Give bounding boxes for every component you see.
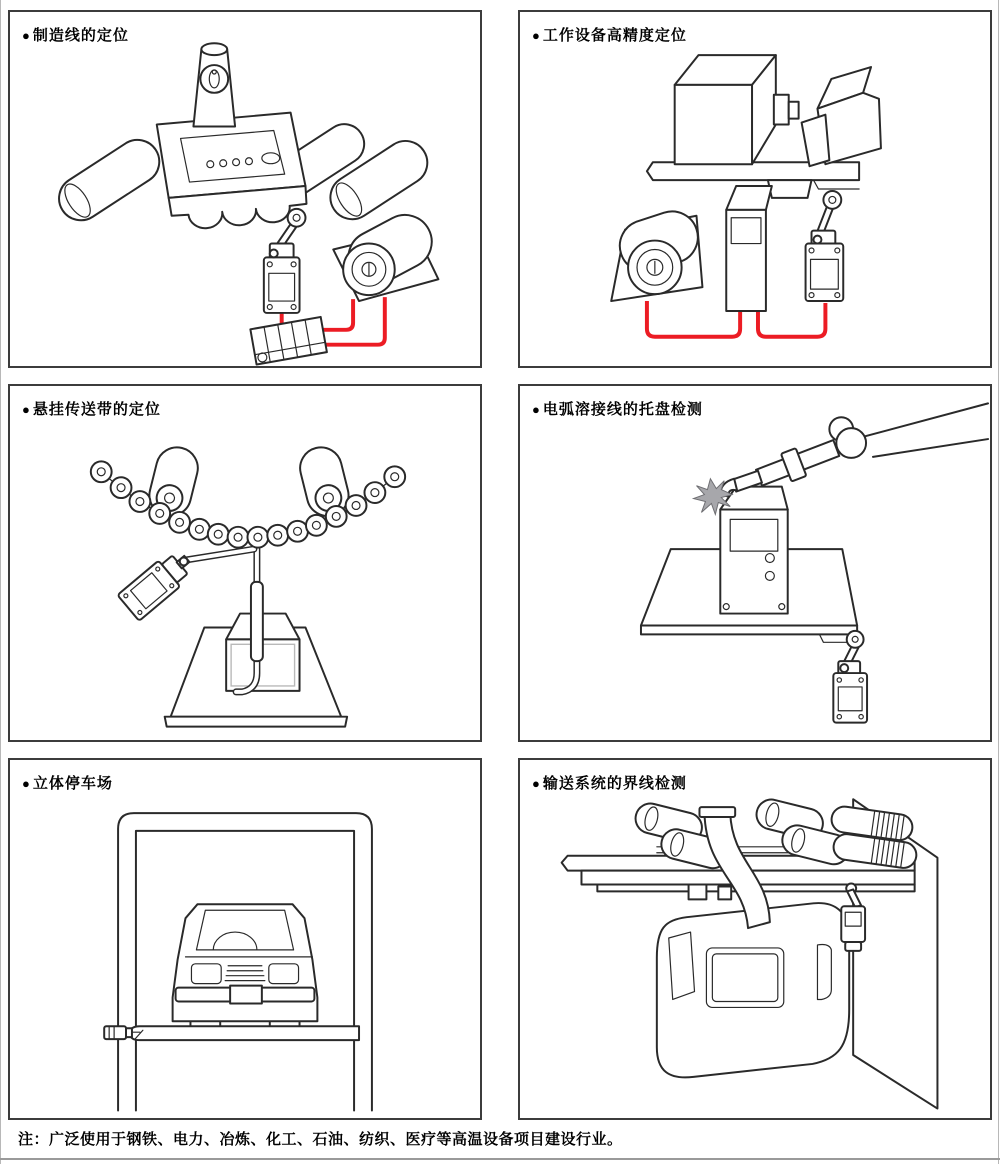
panel-title-text: 立体停车场 bbox=[32, 775, 113, 792]
machine-tool-illustration bbox=[520, 12, 990, 366]
panel-multi-story-parking bbox=[8, 758, 482, 1120]
panel-title bbox=[532, 772, 687, 793]
panel-title-text: 工作设备高精度定位 bbox=[542, 27, 687, 44]
welding-robot-arm bbox=[720, 403, 988, 496]
rail-hanger-block-2 bbox=[718, 886, 731, 899]
motor bbox=[611, 205, 704, 301]
panel-title-text: 悬挂传送带的定位 bbox=[32, 401, 161, 418]
car bbox=[173, 904, 318, 1029]
applications-note: 注：广泛使用于钢铁、电力、冶炼、化工、石油、纺织、医疗等高温设备项目建设行业。 bbox=[18, 1131, 623, 1148]
panel-suspended-conveyor-positioning bbox=[8, 384, 482, 742]
chain-conveyor-illustration bbox=[10, 386, 480, 740]
headstock bbox=[675, 55, 799, 164]
limit-switch bbox=[833, 631, 867, 723]
panel-title bbox=[22, 24, 129, 45]
conveyor-chain bbox=[91, 461, 405, 547]
machine-base bbox=[157, 113, 307, 229]
panel-equipment-high-precision-positioning bbox=[518, 10, 992, 368]
panel-title bbox=[22, 772, 113, 793]
panel-title-text: 输送系统的界线检测 bbox=[542, 775, 687, 792]
workpiece-box bbox=[720, 487, 787, 614]
bullet-icon: ● bbox=[22, 28, 31, 43]
wire-controller-to-switch bbox=[758, 303, 825, 337]
panel-arc-welding-pallet-detection bbox=[518, 384, 992, 742]
bullet-icon: ● bbox=[532, 28, 541, 43]
bullet-icon: ● bbox=[532, 776, 541, 791]
bullet-icon: ● bbox=[22, 402, 31, 417]
panel-conveyor-boundary-detection bbox=[518, 758, 992, 1120]
panel-title-text: 制造线的定位 bbox=[32, 27, 129, 44]
terminal-block bbox=[250, 317, 327, 365]
page-edge-right bbox=[998, 0, 999, 1164]
bullet-icon: ● bbox=[532, 402, 541, 417]
limit-switch bbox=[806, 191, 844, 301]
bullet-icon: ● bbox=[22, 776, 31, 791]
robot-arm bbox=[193, 43, 235, 126]
controller-box bbox=[726, 186, 772, 311]
page-edge-left bbox=[0, 0, 1, 1164]
roller-left bbox=[51, 132, 168, 229]
car-lift-illustration bbox=[10, 760, 480, 1118]
page-bottom-rule bbox=[0, 1158, 1000, 1160]
panel-manufacturing-line-positioning bbox=[8, 10, 482, 368]
limit-switch bbox=[117, 546, 197, 621]
rail-hanger-block-1 bbox=[689, 884, 707, 899]
tailstock bbox=[802, 67, 881, 166]
panel-title-text: 电弧溶接线的托盘检测 bbox=[542, 401, 703, 418]
limit-switch bbox=[264, 209, 306, 313]
lift-platform bbox=[130, 1026, 359, 1040]
panel-title bbox=[532, 24, 687, 45]
gondola-conveyor-illustration bbox=[520, 760, 990, 1118]
panel-title bbox=[532, 398, 703, 419]
panel-title bbox=[22, 398, 161, 419]
manufacturing-line-illustration bbox=[10, 12, 480, 366]
arc-welding-illustration bbox=[520, 386, 990, 740]
